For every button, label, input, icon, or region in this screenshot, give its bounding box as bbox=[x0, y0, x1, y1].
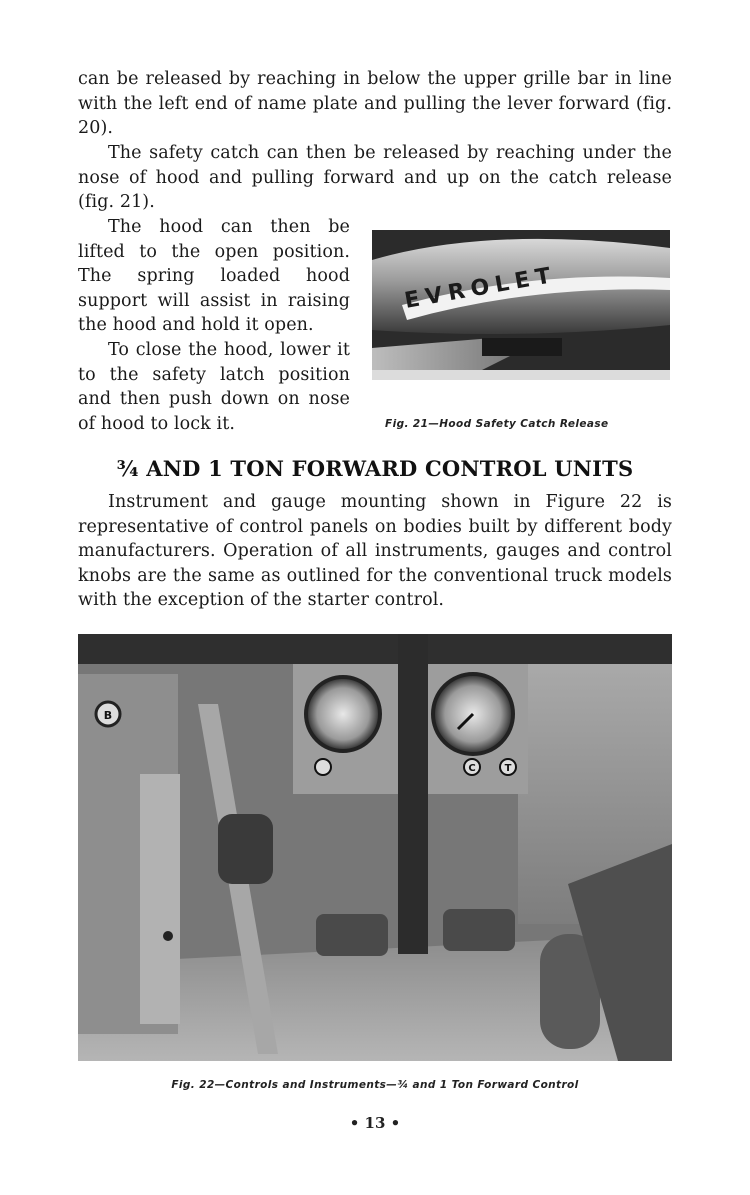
cab-photo-drawing bbox=[78, 634, 672, 1061]
hood-photo-drawing bbox=[372, 230, 670, 380]
section-heading: ¾ AND 1 TON FORWARD CONTROL UNITS bbox=[116, 456, 634, 481]
nameplate-text: EVROLET bbox=[402, 262, 559, 314]
paragraph-hood-close: To close the hood, lower it to the safety latch position and then push down on nose of hood to lock it. bbox=[78, 340, 350, 434]
page-number: • 13 • bbox=[349, 1114, 401, 1132]
left-gauge bbox=[306, 677, 380, 751]
figure-21-photo bbox=[372, 230, 670, 380]
catch-release-lever bbox=[482, 338, 562, 356]
paragraph-safety-catch: The safety catch can then be released by reaching under the nose of hood and pulling forward and up on the catch release (fig. 21). bbox=[78, 143, 672, 212]
choke-knob-label: C bbox=[468, 763, 476, 774]
figure-21-caption: Fig. 21—Hood Safety Catch Release bbox=[385, 418, 609, 430]
brake-pedal-right bbox=[443, 909, 515, 951]
figure-22-caption: Fig. 22—Controls and Instruments—¾ and 1 Ton Forward Control bbox=[171, 1079, 579, 1091]
paragraph-hood-lever: can be released by reaching in below the upper grille bar in line with the left end of name plate and pulling the lever forward (fig. 20). bbox=[78, 69, 672, 138]
starter-knob-label: B bbox=[103, 709, 113, 722]
figure-22-photo bbox=[78, 634, 672, 1061]
paragraph-hood-lift: The hood can then be lifted to the open position. The spring loaded hood support will assist in raising the hood and hold it open. bbox=[78, 217, 350, 335]
throttle-knob-label: T bbox=[504, 763, 512, 774]
clutch-pedal-pad bbox=[218, 814, 273, 884]
paragraph-instruments: Instrument and gauge mounting shown in Figure 22 is representative of control panels on bodies built by different body manufacturers. Operation of all instruments, gauges and control knobs are the same as outlined for the conventional truck models with the exception of the starter control. bbox=[78, 492, 672, 610]
panel-knob bbox=[315, 759, 331, 775]
brake-pedal-left bbox=[316, 914, 388, 956]
steering-column bbox=[398, 634, 428, 954]
